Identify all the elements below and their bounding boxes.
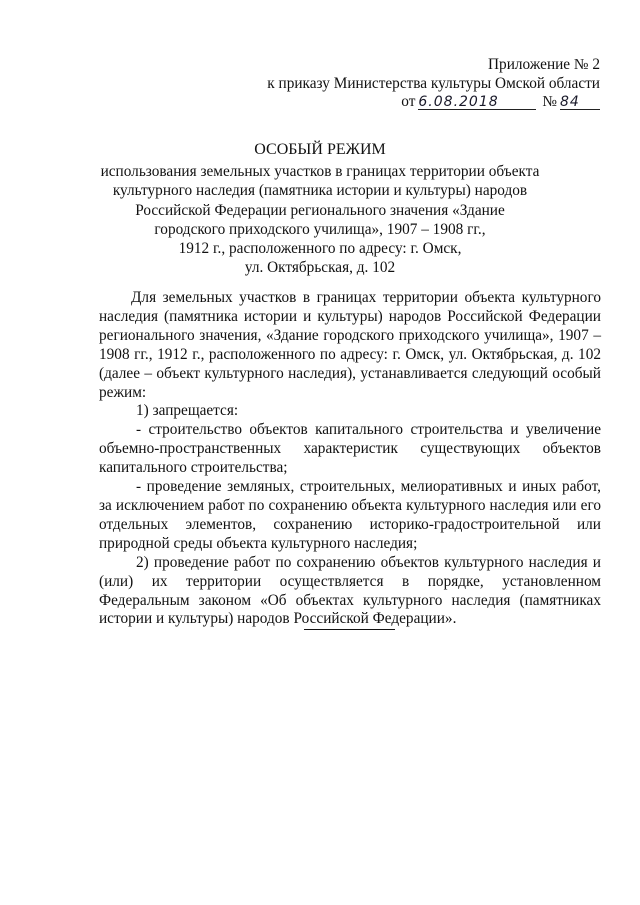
order-reference: к приказу Министерства культуры Омской области xyxy=(267,74,600,92)
date-field xyxy=(418,95,536,110)
document-title: ОСОБЫЙ РЕЖИМ xyxy=(254,141,386,158)
item-1-bullet-construction: - строительство объектов капитального строительства и увеличение объемно-пространственных характеристик существующих объектов капитального строительства; xyxy=(99,421,601,477)
subtitle-line: Российской Федерации регионального значения «Здание xyxy=(135,201,505,219)
document-subtitle xyxy=(100,162,540,278)
document-body xyxy=(99,289,601,629)
subtitle-line: 1912 г., расположенного по адресу: г. Омск, xyxy=(178,240,462,258)
subtitle-line: городского приходского училища», 1907 – 1908 гг., xyxy=(154,220,486,238)
item-2-paragraph: 2) проведение работ по сохранению объектов культурного наследия и (или) их территории осуществляется в порядке, установленном Федеральным законом «Об объектах культурного наследия (памятниках истории и культуры) народов Российской Федерации». xyxy=(99,553,601,628)
item-1-heading: 1) запрещается: xyxy=(136,402,239,420)
item-1-bullet-earthworks: - проведение земляных, строительных, мелиоративных и иных работ, за исключением работ по сохранению объекта культурного наследия или его отдельных элементов, сохранению историко-градостроительной или природной среды объекта культурного наследия; xyxy=(99,478,601,552)
handwritten-number: 84 xyxy=(560,94,580,110)
handwritten-date: 6.08.2018 xyxy=(418,94,499,110)
number-label: № xyxy=(542,93,557,110)
subtitle-line: использования земельных участков в границах территории объекта xyxy=(100,163,540,180)
number-field xyxy=(560,95,600,110)
appendix-header xyxy=(267,56,600,112)
title-block xyxy=(100,140,540,278)
subtitle-line: культурного наследия (памятника истории и культуры) народов xyxy=(112,182,528,200)
closing-divider xyxy=(304,629,395,630)
appendix-number: Приложение № 2 xyxy=(488,56,600,73)
order-date-line xyxy=(267,93,600,112)
intro-paragraph: Для земельных участков в границах территории объекта культурного наследия (памятника истории и культуры) народов Российской Федерации регионального значения, «Здание городского приходского училища», 1907 – 1908 гг., 1912 г., расположенного по адресу: г. Омск, ул. Октябрьская, д. 102 (далее – объект культурного наследия), устанавливается следующий особый режим: xyxy=(99,289,601,401)
date-prefix: от xyxy=(401,93,416,110)
subtitle-line: ул. Октябрьская, д. 102 xyxy=(244,259,396,277)
